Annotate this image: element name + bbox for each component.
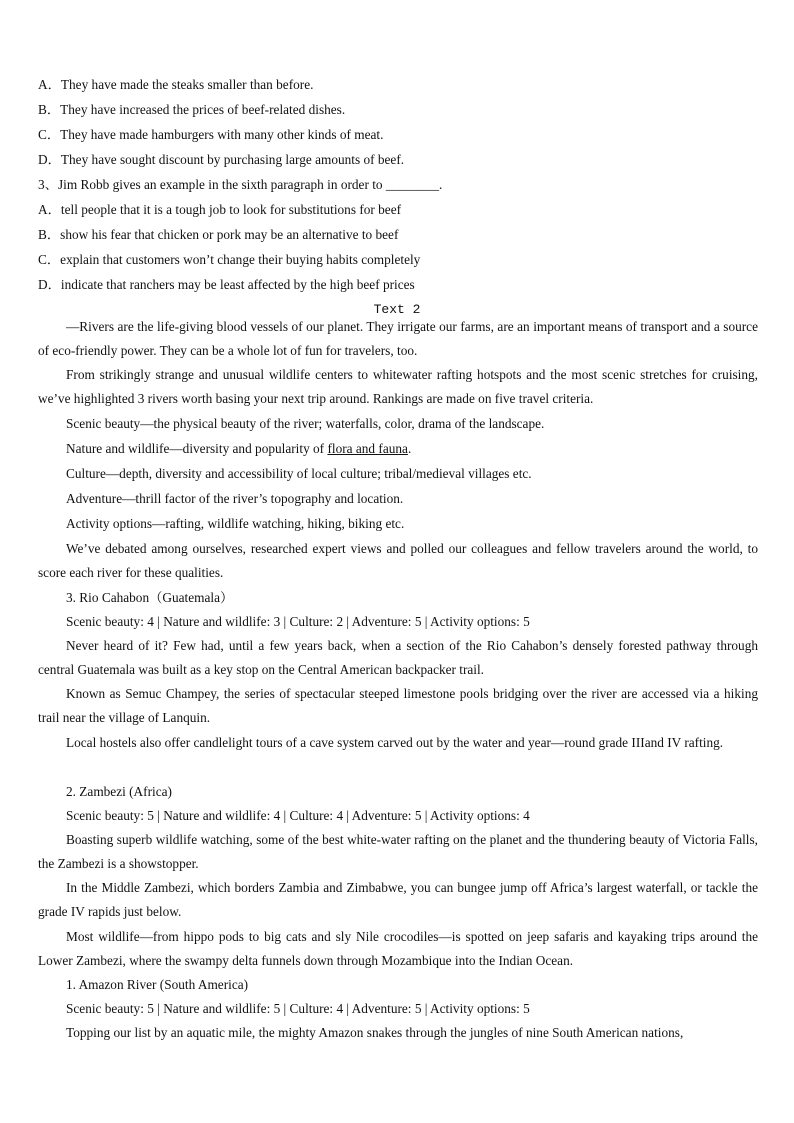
river-2-scores: Scenic beauty: 5 | Nature and wildlife: 4 | Culture: 4 | Adventure: 5 | Activity options: 4 (66, 808, 530, 823)
criteria-nature-wildlife (38, 437, 758, 461)
text2-criteria-intro-paragraph: From strikingly strange and unusual wildlife centers to whitewater rafting hotspots and the most scenic stretches for cruising, we’ve highlighted 3 rivers worth basing your next trip around. Rankings are made on five travel criteria. (38, 367, 758, 407)
q2-option-d[interactable]: D．They have sought discount by purchasing large amounts of beef. (38, 152, 405, 167)
river-2-paragraph-1: Boasting superb wildlife watching, some of the best white-water rafting on the planet and the thundering beauty of Victoria Falls, the Zambezi is a showstopper. (38, 832, 758, 872)
text2-intro-paragraph: —Rivers are the life-giving blood vessels of our planet. They irrigate our farms, are an important means of transport and a source of eco-friendly power. They can be a whole lot of fun for travelers, too. (38, 319, 758, 359)
river-2-paragraph-3: Most wildlife—from hippo pods to big cats and sly Nile crocodiles—is spotted on jeep safaris and kayaking trips around the Lower Zambezi, where the swampy delta funnels down through Mozambique into the Indian Ocean. (38, 929, 758, 969)
text2-heading: Text 2 (373, 302, 421, 317)
river-3-paragraph-2: Known as Semuc Champey, the series of spectacular steeped limestone pools bridging over the river are accessed via a hiking trail near the village of Lanquin. (38, 686, 758, 726)
river-2-paragraph-2: In the Middle Zambezi, which borders Zambia and Zimbabwe, you can bungee jump off Africa’s largest waterfall, or tackle the grade IV rapids just below. (38, 880, 758, 920)
q2-option-b[interactable]: B．They have increased the prices of beef-related dishes. (38, 102, 346, 117)
q3-option-b[interactable]: B．show his fear that chicken or pork may be an alternative to beef (38, 227, 399, 242)
river-3-paragraph-1: Never heard of it? Few had, until a few years back, when a section of the Rio Cahabon’s densely forested pathway through central Guatemala was built as a key stop on the Central American backpacker trail. (38, 638, 758, 678)
criteria-nature-prefix: Nature and wildlife—diversity and popularity of (66, 441, 328, 456)
river-3-paragraph-3: Local hostels also offer candlelight tours of a cave system carved out by the water and year—round grade IIIand IV rafting. (66, 735, 724, 750)
q2-option-c[interactable]: C．They have made hamburgers with many other kinds of meat. (38, 127, 384, 142)
q2-option-a[interactable]: A．They have made the steaks smaller than before. (38, 77, 314, 92)
criteria-culture: Culture—depth, diversity and accessibility of local culture; tribal/medieval villages etc. (66, 466, 532, 481)
river-1-scores: Scenic beauty: 5 | Nature and wildlife: 5 | Culture: 4 | Adventure: 5 | Activity options: 5 (66, 1001, 530, 1016)
river-1-title: 1. Amazon River (South America) (66, 977, 249, 992)
debate-paragraph: We’ve debated among ourselves, researched expert views and polled our colleagues and fellow travelers around the world, to score each river for these qualities. (38, 541, 758, 581)
q3-option-a[interactable]: A．tell people that it is a tough job to look for substitutions for beef (38, 202, 402, 217)
flora-and-fauna-underlined: flora and fauna (327, 441, 408, 456)
river-3-title: 3. Rio Cahabon（Guatemala） (66, 590, 234, 605)
criteria-activity-options: Activity options—rafting, wildlife watching, hiking, biking etc. (66, 516, 405, 531)
river-3-scores: Scenic beauty: 4 | Nature and wildlife: 3 | Culture: 2 | Adventure: 5 | Activity options: 5 (66, 614, 530, 629)
q3-option-c[interactable]: C．explain that customers won’t change their buying habits completely (38, 252, 421, 267)
q3-stem: 3、Jim Robb gives an example in the sixth paragraph in order to ________. (38, 177, 443, 192)
river-1-paragraph-1: Topping our list by an aquatic mile, the mighty Amazon snakes through the jungles of nine South American nations, (66, 1025, 684, 1040)
river-2-title: 2. Zambezi (Africa) (66, 784, 172, 799)
criteria-adventure: Adventure—thrill factor of the river’s topography and location. (66, 491, 404, 506)
criteria-scenic-beauty: Scenic beauty—the physical beauty of the river; waterfalls, color, drama of the landscape. (66, 416, 545, 431)
criteria-nature-suffix: . (407, 441, 412, 456)
q3-option-d[interactable]: D．indicate that ranchers may be least affected by the high beef prices (38, 277, 415, 292)
